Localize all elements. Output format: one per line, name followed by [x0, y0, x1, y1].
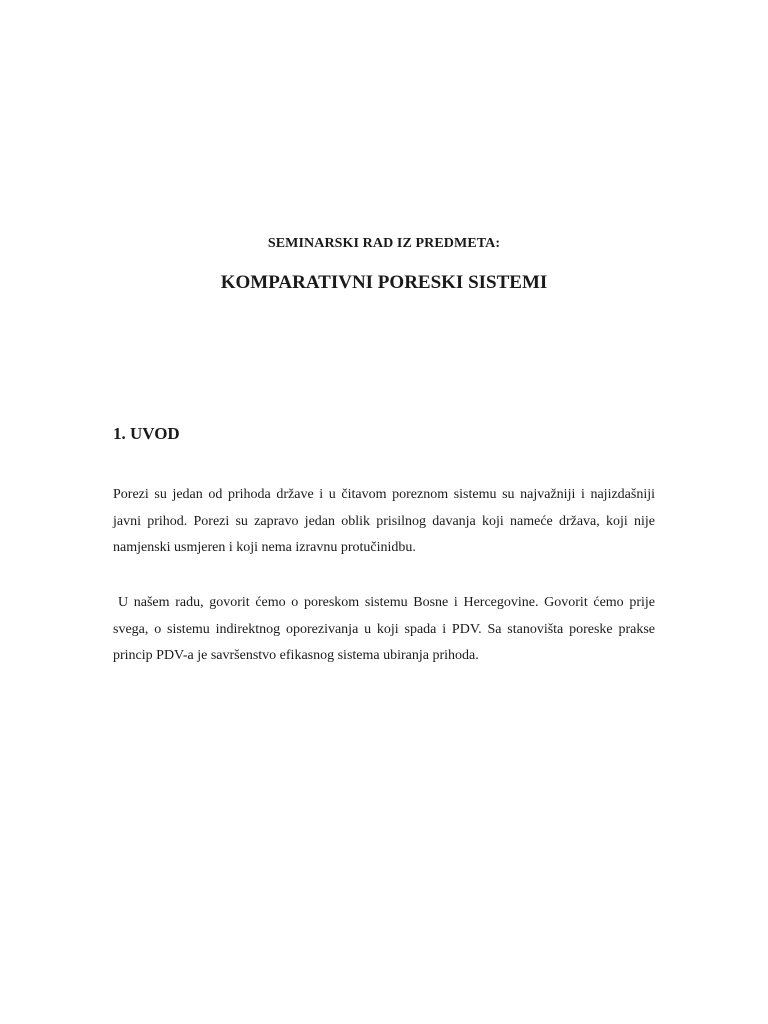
paragraph-intro: Porezi su jedan od prihoda države i u čitavom poreznom sistemu su najvažniji i najizdašniji javni prihod. Porezi su zapravo jedan oblik prisilnog davanja koji nameće država, koji nije namjenski usmjeren i koji nema izravnu protučinidbu.: [113, 487, 655, 555]
paragraph-scope: U našem radu, govorit ćemo o poreskom sistemu Bosne i Hercegovine. Govorit ćemo prije svega, o sistemu indirektnog oporezivanja u koji spada i PDV. Sa stanovišta poreske prakse princip PDV-a je savršenstvo efikasnog sistema ubiranja prihoda.: [113, 595, 655, 663]
document-subtitle: SEMINARSKI RAD IZ PREDMETA:: [267, 236, 501, 251]
document-title: KOMPARATIVNI PORESKI SISTEMI: [220, 272, 548, 293]
section-heading: 1. UVOD: [113, 424, 180, 443]
